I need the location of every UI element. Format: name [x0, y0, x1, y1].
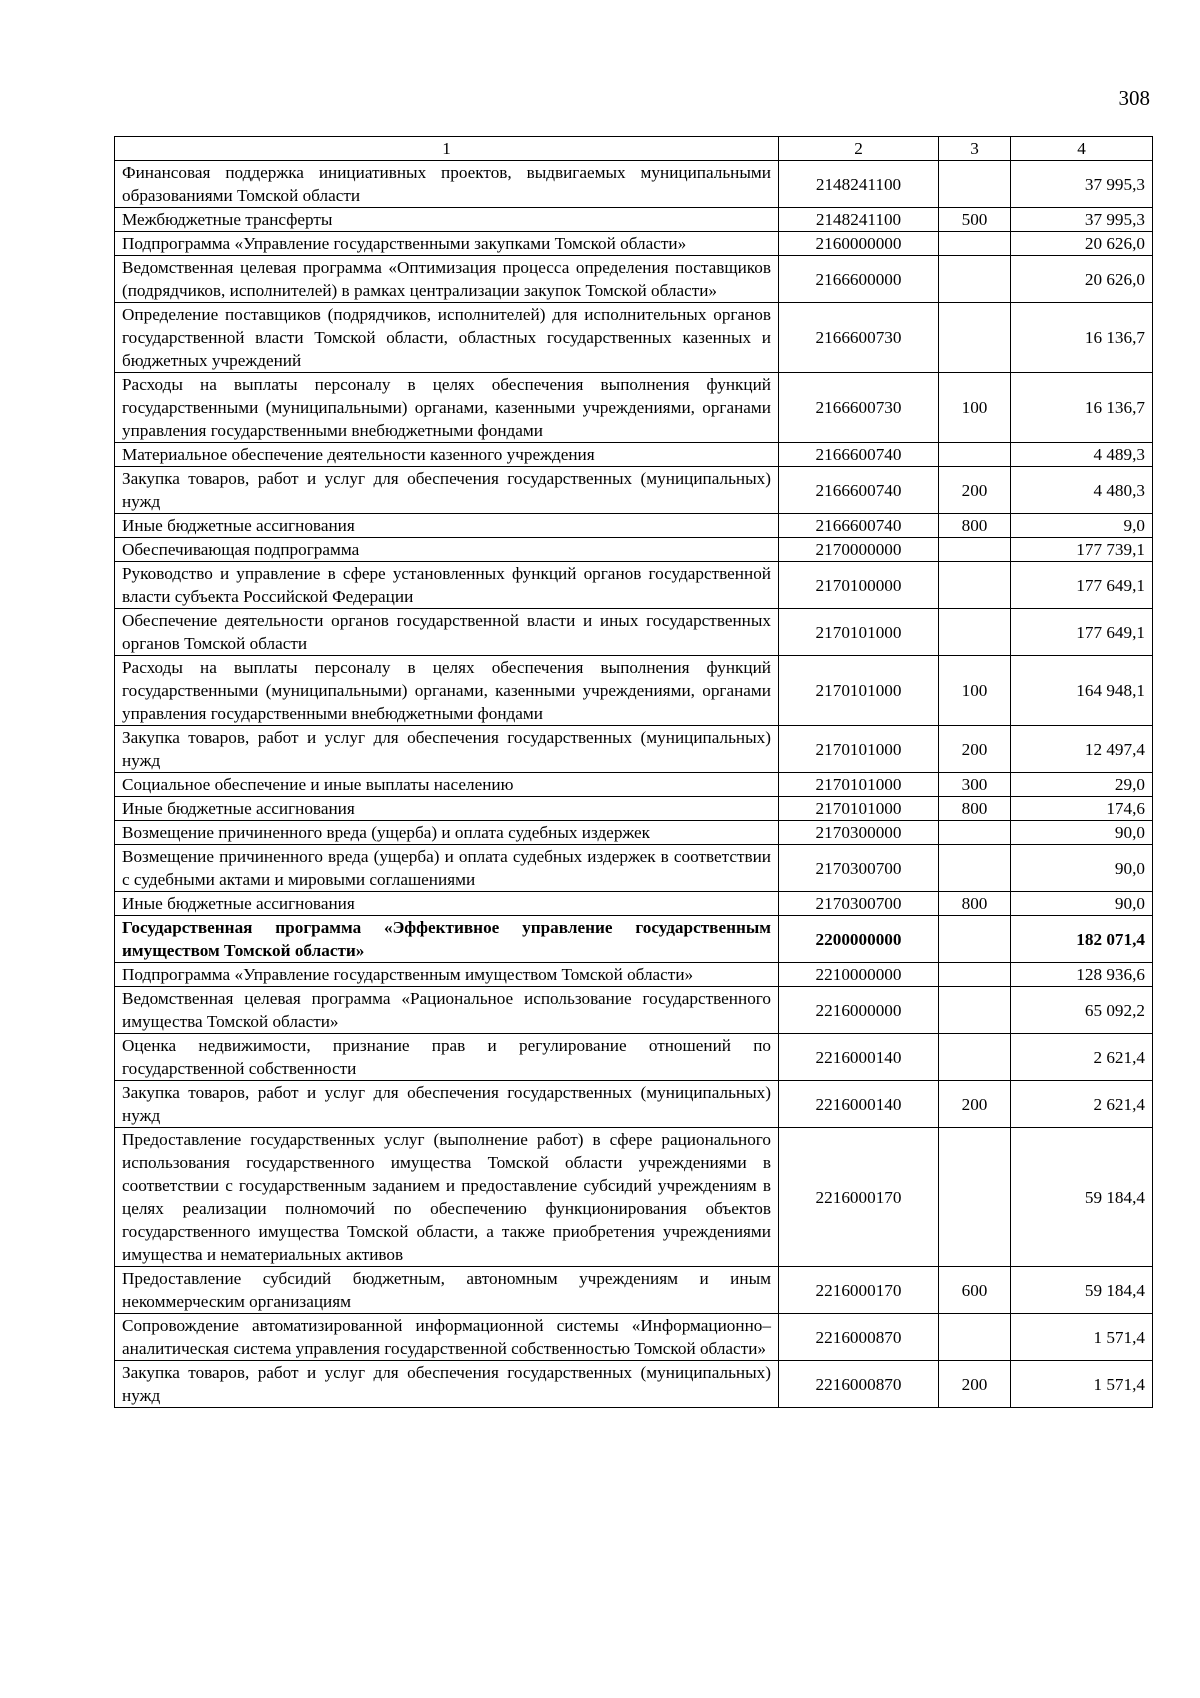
row-sum: 2 621,4	[1011, 1081, 1153, 1128]
row-expense-type	[939, 1034, 1011, 1081]
table-row	[115, 656, 1153, 726]
header-col-1: 1	[115, 137, 779, 161]
row-sum: 2 621,4	[1011, 1034, 1153, 1081]
row-sum: 177 649,1	[1011, 609, 1153, 656]
row-code: 2166600740	[779, 443, 939, 467]
row-name: Предоставление субсидий бюджетным, автономным учреждениям и иным некоммерческим организациям	[115, 1267, 779, 1314]
row-sum: 90,0	[1011, 821, 1153, 845]
table-row	[115, 1314, 1153, 1361]
row-name: Ведомственная целевая программа «Рациональное использование государственного имущества Томской области»	[115, 987, 779, 1034]
table-row	[115, 256, 1153, 303]
row-expense-type: 200	[939, 467, 1011, 514]
table-row	[115, 1361, 1153, 1408]
table-row	[115, 562, 1153, 609]
row-sum: 90,0	[1011, 845, 1153, 892]
row-sum: 182 071,4	[1011, 916, 1153, 963]
table-row	[115, 892, 1153, 916]
row-sum: 1 571,4	[1011, 1314, 1153, 1361]
table-row	[115, 303, 1153, 373]
row-expense-type: 800	[939, 514, 1011, 538]
header-col-4: 4	[1011, 137, 1153, 161]
row-sum: 4 489,3	[1011, 443, 1153, 467]
row-expense-type	[939, 963, 1011, 987]
row-expense-type	[939, 916, 1011, 963]
row-expense-type	[939, 609, 1011, 656]
row-expense-type	[939, 538, 1011, 562]
row-expense-type: 800	[939, 797, 1011, 821]
table-row	[115, 232, 1153, 256]
row-expense-type	[939, 1128, 1011, 1267]
row-name: Расходы на выплаты персоналу в целях обеспечения выполнения функций государственными (муниципальными) органами, казенными учреждениями, органами управления государственными внебюджетными фондами	[115, 373, 779, 443]
row-name: Закупка товаров, работ и услуг для обеспечения государственных (муниципальных) нужд	[115, 467, 779, 514]
table-row	[115, 467, 1153, 514]
header-row	[115, 137, 1153, 161]
row-name: Оценка недвижимости, признание прав и регулирование отношений по государственной собственности	[115, 1034, 779, 1081]
row-name: Государственная программа «Эффективное управление государственным имуществом Томской области»	[115, 916, 779, 963]
row-expense-type	[939, 443, 1011, 467]
row-name: Финансовая поддержка инициативных проектов, выдвигаемых муниципальными образованиями Томской области	[115, 161, 779, 208]
row-sum: 20 626,0	[1011, 232, 1153, 256]
row-code: 2216000170	[779, 1267, 939, 1314]
row-code: 2170300700	[779, 845, 939, 892]
row-sum: 4 480,3	[1011, 467, 1153, 514]
row-expense-type: 300	[939, 773, 1011, 797]
row-expense-type: 800	[939, 892, 1011, 916]
row-name: Возмещение причиненного вреда (ущерба) и оплата судебных издержек в соответствии с судебными актами и мировыми соглашениями	[115, 845, 779, 892]
row-sum: 177 649,1	[1011, 562, 1153, 609]
row-name: Подпрограмма «Управление государственным имуществом Томской области»	[115, 963, 779, 987]
row-expense-type: 500	[939, 208, 1011, 232]
row-sum: 20 626,0	[1011, 256, 1153, 303]
row-expense-type: 100	[939, 656, 1011, 726]
row-sum: 59 184,4	[1011, 1128, 1153, 1267]
row-name: Закупка товаров, работ и услуг для обеспечения государственных (муниципальных) нужд	[115, 726, 779, 773]
row-expense-type	[939, 232, 1011, 256]
row-code: 2166600740	[779, 467, 939, 514]
row-name: Межбюджетные трансферты	[115, 208, 779, 232]
table-row	[115, 916, 1153, 963]
row-code: 2166600740	[779, 514, 939, 538]
table-row	[115, 609, 1153, 656]
row-name: Определение поставщиков (подрядчиков, исполнителей) для исполнительных органов государственной власти Томской области, областных государственных казенных и бюджетных учреждений	[115, 303, 779, 373]
row-name: Обеспечивающая подпрограмма	[115, 538, 779, 562]
row-sum: 1 571,4	[1011, 1361, 1153, 1408]
table-row	[115, 987, 1153, 1034]
row-name: Закупка товаров, работ и услуг для обеспечения государственных (муниципальных) нужд	[115, 1361, 779, 1408]
row-code: 2200000000	[779, 916, 939, 963]
row-code: 2148241100	[779, 161, 939, 208]
row-sum: 90,0	[1011, 892, 1153, 916]
row-name: Иные бюджетные ассигнования	[115, 797, 779, 821]
row-name: Иные бюджетные ассигнования	[115, 892, 779, 916]
table-row	[115, 963, 1153, 987]
header-col-3: 3	[939, 137, 1011, 161]
row-sum: 12 497,4	[1011, 726, 1153, 773]
row-code: 2170101000	[779, 797, 939, 821]
table-row	[115, 1128, 1153, 1267]
row-code: 2216000000	[779, 987, 939, 1034]
row-code: 2170300700	[779, 892, 939, 916]
row-expense-type	[939, 987, 1011, 1034]
row-expense-type: 100	[939, 373, 1011, 443]
row-sum: 29,0	[1011, 773, 1153, 797]
row-name: Подпрограмма «Управление государственными закупками Томской области»	[115, 232, 779, 256]
row-sum: 174,6	[1011, 797, 1153, 821]
row-code: 2216000170	[779, 1128, 939, 1267]
row-code: 2170000000	[779, 538, 939, 562]
budget-table	[114, 136, 1153, 1408]
table-row	[115, 373, 1153, 443]
row-code: 2216000870	[779, 1314, 939, 1361]
row-code: 2170101000	[779, 773, 939, 797]
table-row	[115, 1267, 1153, 1314]
row-code: 2166600730	[779, 373, 939, 443]
row-expense-type: 200	[939, 1081, 1011, 1128]
row-expense-type	[939, 821, 1011, 845]
table-row	[115, 797, 1153, 821]
row-name: Ведомственная целевая программа «Оптимизация процесса определения поставщиков (подрядчиков, исполнителей) в рамках централизации закупок Томской области»	[115, 256, 779, 303]
table-row	[115, 821, 1153, 845]
row-expense-type: 200	[939, 726, 1011, 773]
row-expense-type: 200	[939, 1361, 1011, 1408]
row-code: 2216000140	[779, 1034, 939, 1081]
row-code: 2210000000	[779, 963, 939, 987]
table-row	[115, 1034, 1153, 1081]
table-row	[115, 538, 1153, 562]
row-name: Предоставление государственных услуг (выполнение работ) в сфере рационального использования государственного имущества Томской области учреждениями в соответствии с государственным заданием и предоставление субсидий учреждениям в целях реализации полномочий по обеспечению функционирования объектов государственного имущества Томской области, а также приобретения учреждениями имущества и нематериальных активов	[115, 1128, 779, 1267]
row-code: 2170101000	[779, 656, 939, 726]
row-code: 2170100000	[779, 562, 939, 609]
row-expense-type	[939, 303, 1011, 373]
table-row	[115, 161, 1153, 208]
table-body	[115, 161, 1153, 1408]
row-expense-type	[939, 1314, 1011, 1361]
row-code: 2166600000	[779, 256, 939, 303]
table-row	[115, 845, 1153, 892]
row-expense-type	[939, 161, 1011, 208]
row-code: 2216000140	[779, 1081, 939, 1128]
row-code: 2170101000	[779, 726, 939, 773]
row-expense-type	[939, 845, 1011, 892]
row-sum: 16 136,7	[1011, 303, 1153, 373]
row-name: Обеспечение деятельности органов государственной власти и иных государственных органов Томской области	[115, 609, 779, 656]
row-code: 2216000870	[779, 1361, 939, 1408]
row-code: 2170101000	[779, 609, 939, 656]
row-sum: 9,0	[1011, 514, 1153, 538]
row-expense-type	[939, 256, 1011, 303]
row-sum: 37 995,3	[1011, 161, 1153, 208]
table-row	[115, 726, 1153, 773]
row-code: 2166600730	[779, 303, 939, 373]
row-code: 2160000000	[779, 232, 939, 256]
row-sum: 164 948,1	[1011, 656, 1153, 726]
row-name: Закупка товаров, работ и услуг для обеспечения государственных (муниципальных) нужд	[115, 1081, 779, 1128]
row-expense-type: 600	[939, 1267, 1011, 1314]
row-name: Иные бюджетные ассигнования	[115, 514, 779, 538]
row-sum: 37 995,3	[1011, 208, 1153, 232]
table-row	[115, 773, 1153, 797]
row-sum: 128 936,6	[1011, 963, 1153, 987]
row-name: Расходы на выплаты персоналу в целях обеспечения выполнения функций государственными (муниципальными) органами, казенными учреждениями, органами управления государственными внебюджетными фондами	[115, 656, 779, 726]
table-header	[115, 137, 1153, 161]
table-row	[115, 443, 1153, 467]
row-sum: 177 739,1	[1011, 538, 1153, 562]
row-code: 2170300000	[779, 821, 939, 845]
table-row	[115, 514, 1153, 538]
row-sum: 16 136,7	[1011, 373, 1153, 443]
table-row	[115, 208, 1153, 232]
header-col-2: 2	[779, 137, 939, 161]
row-name: Сопровождение автоматизированной информационной системы «Информационно–аналитическая система управления государственной собственностью Томской области»	[115, 1314, 779, 1361]
row-sum: 59 184,4	[1011, 1267, 1153, 1314]
row-sum: 65 092,2	[1011, 987, 1153, 1034]
row-name: Материальное обеспечение деятельности казенного учреждения	[115, 443, 779, 467]
table-row	[115, 1081, 1153, 1128]
page-number: 308	[1118, 86, 1150, 110]
row-name: Возмещение причиненного вреда (ущерба) и оплата судебных издержек	[115, 821, 779, 845]
row-expense-type	[939, 562, 1011, 609]
row-name: Социальное обеспечение и иные выплаты населению	[115, 773, 779, 797]
row-name: Руководство и управление в сфере установленных функций органов государственной власти субъекта Российской Федерации	[115, 562, 779, 609]
row-code: 2148241100	[779, 208, 939, 232]
